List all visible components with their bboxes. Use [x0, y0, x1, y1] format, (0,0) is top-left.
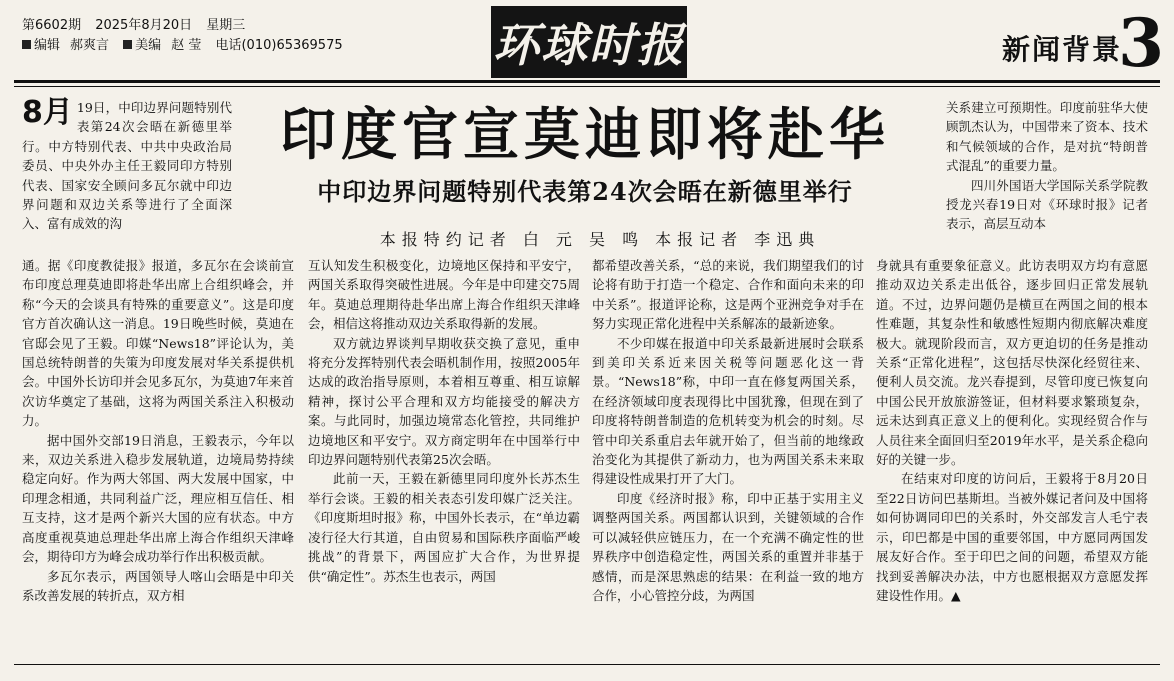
column-4 [876, 256, 1148, 605]
article-subhead: 中印边界问题特别代表第24次会晤在新德里举行 [317, 177, 853, 206]
article-headline: 印度官宣莫迪即将赴华 [280, 103, 890, 168]
phone-label: 电话 [215, 38, 242, 53]
issue-weekday: 星期三 [206, 18, 246, 33]
editor-label: 编辑 [34, 38, 61, 53]
phone-number: (010)65369575 [241, 38, 343, 53]
column-3 [592, 256, 864, 605]
section-title: 新闻背景 [1001, 33, 1122, 66]
article-byline: 本报特约记者 白 元 吴 鸣 本报记者 李迅典 [379, 230, 821, 249]
column-1-paragraph-2: 据中国外交部19日消息，王毅表示，今年以来，双边关系进入稳步发展轨道，边境局势持续稳定向好。作为两大邻国、两大发展中国家，中印理念相通，共同利益广泛，理应相互信任、相互支持，这才是两个新兴大国的应有状态。中方高度重视莫迪总理赴华出席上海合作组织天津峰会，期待印方为峰会成功举行作出积极贡献。 [22, 432, 294, 565]
column-2-paragraph-3: 此前一天，王毅在新德里同印度外长苏杰生举行会谈。王毅的相关表态引发印媒广泛关注。《印度斯坦时报》称，中国外长表示，在“单边霸凌行径大行其道，自由贸易和国际秩序面临严峻挑战”的背景下，两国应扩大合作，为世界提供“确定性”。苏杰生也表示，两国 [308, 471, 580, 584]
footer-divider [14, 664, 1160, 665]
column-4-paragraph-2 [876, 469, 1148, 605]
column-4-paragraph-1-rest: 身就具有重要象征意义。此访表明双方均有意愿推动双边关系走出低谷，逐步回归正常发展轨道。不过，边界问题仍是横亘在两国之间的根本性难题，其复杂性和敏感性短期内彻底解决难度极大。就现阶段而言，双方更迫切的任务是推动关系“正常化进程”，这包括尽快深化经贸往来、便利人员交流。龙兴春提到，尽管印度已恢复向中国公民开放旅游签证，但材料要求繁琐复杂，远未达到真正意义上的便利化。实现经贸合作与人员往来全面回归至2019年水平，是关系企稳向好的关键一步。 [876, 258, 1148, 468]
designer-label: 美编 [135, 38, 162, 53]
column-4-top-paragraph: 关系建立可预期性。印度前驻华大使顾凯杰认为，中国带来了资本、技术和气候领域的合作，是对抗“特朗普式混乱”的重要力量。 [946, 100, 1148, 174]
lead-paragraph-rest: 通。据《印度教徒报》报道，多瓦尔在会谈前宣布印度总理莫迪即将赴华出席上合组织峰会，并称“今天的会谈具有特殊的重要意义”。这是印度官方首次确认这一消息。19日晚些时候，莫迪在官邸会见了王毅。印媒“News18”评论认为，美国总统特朗普的失策为印度发展对华关系提供机会。中国外长访印并会见多瓦尔，为莫迪7年来首次访华奠定了基础，这将为两国关系注入积极动力。 [22, 258, 294, 429]
issue-date: 2025年8月20日 [95, 18, 193, 33]
dateline-drop: 8月 [22, 95, 73, 130]
issue-number: 第6602期 [22, 18, 82, 33]
column-4-top [946, 98, 1148, 234]
column-1 [22, 256, 294, 605]
column-3-paragraph-2: 不少印媒在报道中印关系最新进展时会联系到美印关系近来因关税等问题恶化这一背景。“News18”称，中印一直在修复两国关系，在经济领域印度表现得比中国犹豫，但现在到了印度将特朗普制造的危机转变为机会的时刻。尽管中印关系重启去年就开始了，但当前的地缘政治变化为其提供了新动力，也为两国关系未来取得建设性成果打开了大门。 [592, 335, 864, 487]
editor-name: 郝爽言 [70, 38, 110, 53]
end-mark-icon: ▲ [951, 587, 961, 603]
column-4-paragraph-2-text: 在结束对印度的访问后，王毅将于8月20日至22日访问巴基斯坦。当被外媒记者问及中国将如何协调同印巴的关系时，外交部发言人毛宁表示，印巴都是中国的重要邻国，中方愿同两国发展友好合作。至于印巴之间的问题，希望双方能找到妥善解决办法，中方也愿根据双方意愿发挥建设性作用。 [876, 471, 1148, 603]
column-1-paragraph-3: 多瓦尔表示，两国领导人喀山会晤是中印关系改善发展的转折点，双方相 [22, 568, 294, 603]
page-header-info [22, 16, 482, 56]
column-4-paragraph-1-start: 四川外国语大学国际关系学院教授龙兴春19日对《环球时报》记者表示，高层互动本 [946, 177, 1148, 232]
column-3-paragraph-3: 印度《经济时报》称，印中正基于实用主义调整两国关系。两国都认识到，关键领域的合作可以减轻供应链压力，在一个充满不确定性的世界秩序中创造稳定性，两国关系的重置并非基于感情，而是深思熟虑的结果：在利益一致的地方合作，小心管控分歧，为两国 [592, 490, 864, 603]
header-divider [14, 80, 1160, 87]
column-2-paragraph-1: 互认知发生积极变化，边境地区保持和平安宁，两国关系取得突破性进展。今年是中印建交75周年。莫迪总理期待赴华出席上海合作组织天津峰会，相信这将推动双边关系取得新的发展。 [308, 258, 580, 332]
lead-paragraph-top [22, 95, 232, 234]
page-number: 3 [1118, 4, 1164, 82]
lead-text-top: 19日，中印边界问题特别代表第24次会晤在新德里举行。中方特别代表、中共中央政治局委员、中央外办主任王毅同印方特别代表、国家安全顾问多瓦尔就中印边界问题和双边关系等进行了全面深入、富有成效的沟 [22, 100, 232, 232]
column-3-paragraph-1: 都希望改善关系，“总的来说，我们期望我们的讨论将有助于打造一个稳定、合作和面向未来的印中关系”。报道评论称，这是两个亚洲竞争对手在努力实现正常化进程中关系解冻的最新迹象。 [592, 258, 864, 332]
square-bullet-icon [123, 40, 132, 49]
square-bullet-icon [22, 40, 31, 49]
column-2-paragraph-2: 双方就边界谈判早期收获交换了意见，重申将充分发挥特别代表会晤机制作用，按照2005年达成的政治指导原则，本着相互尊重、相互谅解精神，探讨公平合理和双方均能接受的解决方案。与此同时，加强边境常态化管控，共同维护边境地区和平安宁。双方商定明年在中国举行中印边界问题特别代表第25次会晤。 [308, 335, 580, 468]
newspaper-masthead-logo: 环球时报 [491, 6, 687, 78]
column-2 [308, 256, 580, 586]
designer-name: 赵 莹 [171, 38, 202, 53]
